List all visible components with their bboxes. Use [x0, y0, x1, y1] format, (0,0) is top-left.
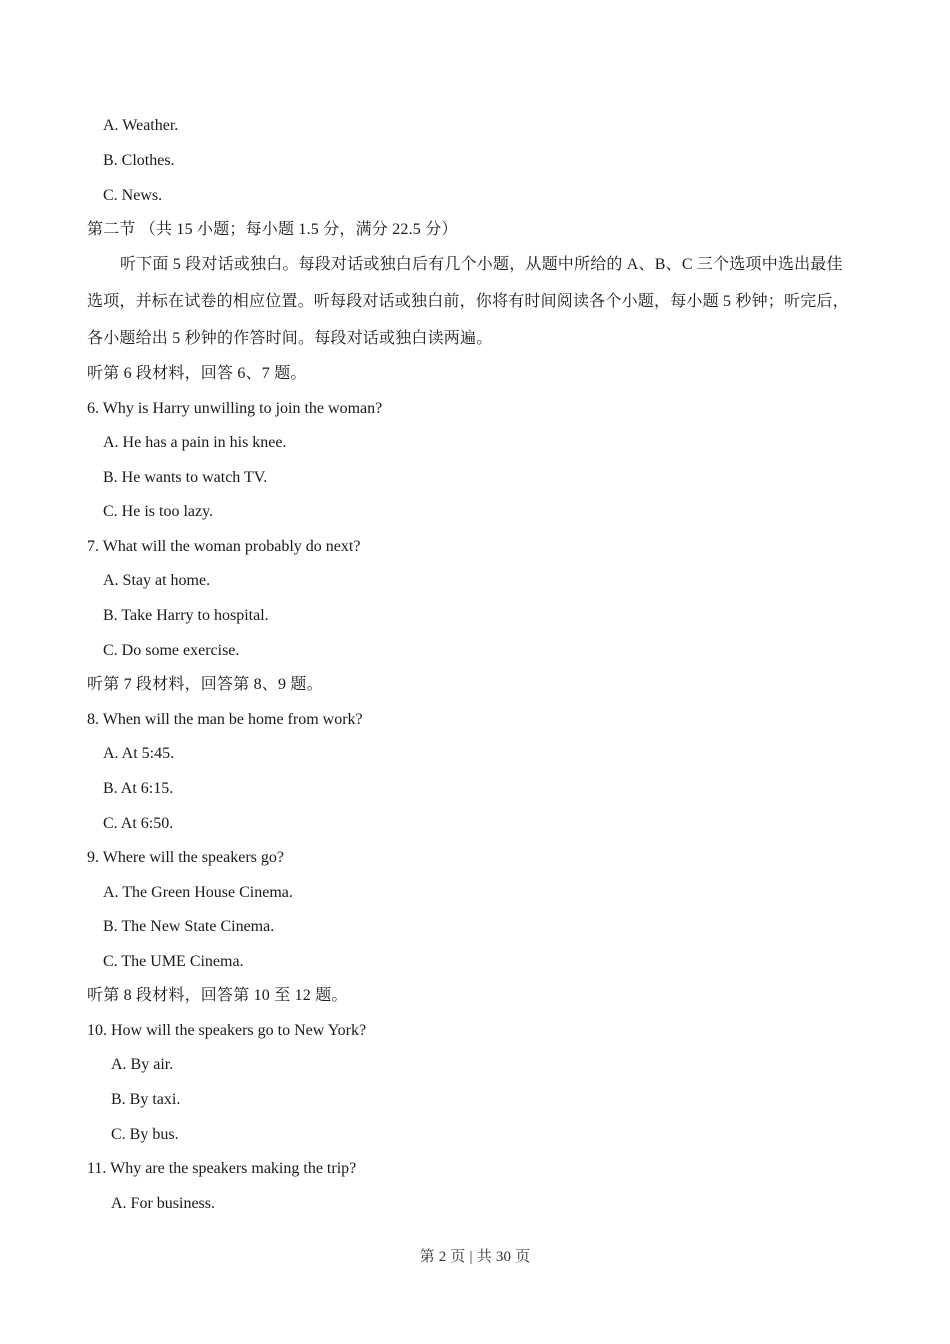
option-a-weather: A. Weather. [103, 117, 179, 134]
question-9-stem: 9. Where will the speakers go? [87, 849, 284, 866]
page-footer: 第 2 页 | 共 30 页 [419, 1249, 531, 1265]
question-10-stem: 10. How will the speakers go to New York? [87, 1022, 367, 1039]
question-8-stem: 8. When will the man be home from work? [87, 711, 363, 728]
question-8-option-c: C. At 6:50. [103, 815, 174, 832]
question-6-option-b: B. He wants to watch TV. [103, 469, 268, 486]
question-6-option-a: A. He has a pain in his knee. [103, 434, 287, 451]
segment-heading-6: 听第 6 段材料，回答 6、7 题。 [87, 365, 307, 382]
question-11-option-a: A. For business. [111, 1195, 216, 1212]
question-10-option-a: A. By air. [111, 1056, 174, 1073]
question-6-option-c: C. He is too lazy. [103, 503, 214, 520]
question-7-option-c: C. Do some exercise. [103, 642, 240, 659]
question-7-option-b: B. Take Harry to hospital. [103, 607, 269, 624]
question-11-stem: 11. Why are the speakers making the trip? [87, 1160, 357, 1177]
question-7-option-a: A. Stay at home. [103, 572, 211, 589]
instructions-line-2: 选项，并标在试卷的相应位置。听每段对话或独白前，你将有时间阅读各个小题，每小题 5 秒钟；听完后， [87, 293, 849, 310]
segment-heading-8: 听第 8 段材料，回答第 10 至 12 题。 [87, 987, 348, 1004]
instructions-line-1: 听下面 5 段对话或独白。每段对话或独白后有几个小题，从题中所给的 A、B、C 三个选项中选出最佳 [120, 256, 843, 273]
option-c-news: C. News. [103, 187, 163, 204]
question-9-option-a: A. The Green House Cinema. [103, 884, 293, 901]
question-8-option-b: B. At 6:15. [103, 780, 174, 797]
segment-heading-7: 听第 7 段材料，回答第 8、9 题。 [87, 676, 323, 693]
option-b-clothes: B. Clothes. [103, 152, 175, 169]
question-10-option-b: B. By taxi. [111, 1091, 181, 1108]
instructions-line-3: 各小题给出 5 秒钟的作答时间。每段对话或独白读两遍。 [87, 330, 493, 347]
question-9-option-c: C. The UME Cinema. [103, 953, 244, 970]
question-10-option-c: C. By bus. [111, 1126, 179, 1143]
question-8-option-a: A. At 5:45. [103, 745, 175, 762]
question-9-option-b: B. The New State Cinema. [103, 918, 275, 935]
question-7-stem: 7. What will the woman probably do next? [87, 538, 361, 555]
question-6-stem: 6. Why is Harry unwilling to join the woman? [87, 400, 383, 417]
section-title: 第二节 （共 15 小题；每小题 1.5 分，满分 22.5 分） [87, 221, 458, 238]
